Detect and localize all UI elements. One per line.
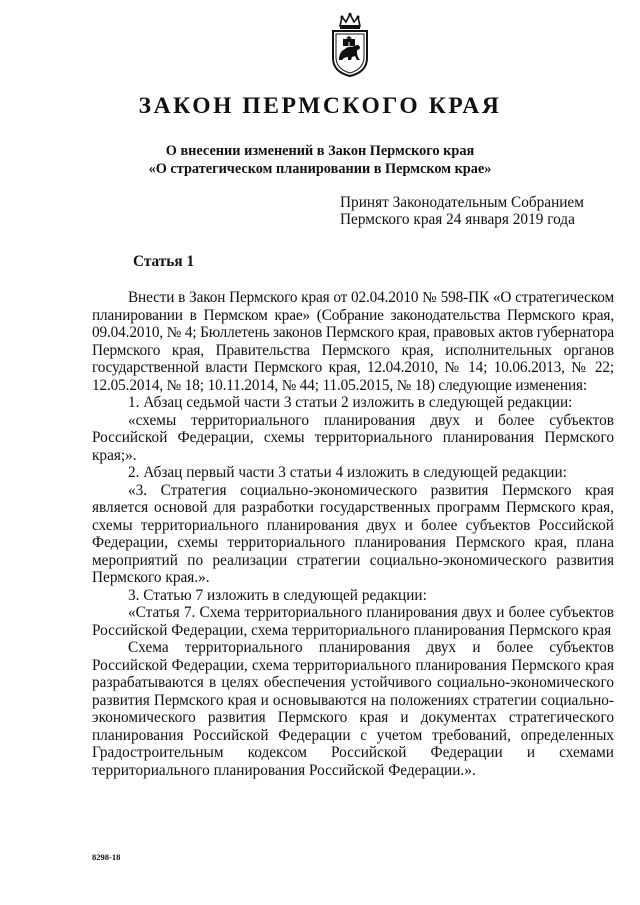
paragraph-intro: Внести в Закон Пермского края от 02.04.2010 № 598-ПК «О стратегическом планировании в Пермском крае» (Собрание законодательства Пермского края, 09.04.2010, № 4; Бюллетень законов Пермского края, правовых актов губернатора Пермского края, Правительства Пермского края, исполнительных органов государственной власти Пермского края, 12.04.2010, № 14; 10.06.2013, № 22; 12.05.2014, № 18; 10.11.2014, № 44; 11.05.2015, № 18) следующие изменения: — [92, 289, 614, 394]
paragraph-article-7-heading: «Статья 7. Схема территориального планирования двух и более субъектов Российской Федерации, схема территориального планирования Пермского края — [92, 604, 614, 639]
paragraph-item-2-text: «3. Стратегия социально-экономического развития Пермского края является основой для разработки государственных программ Пермского края, схемы территориального планирования двух и более субъектов Российской Федерации, схемы территориального планирования Пермского края, плана мероприятий по реализации стратегии социально-экономического развития Пермского края.». — [92, 481, 614, 586]
paragraph-item-1-text: «схемы территориального планирования двух и более субъектов Российской Федерации, схемы территориального планирования Пермского края;». — [92, 411, 614, 464]
paragraph-item-2: 2. Абзац первый части 3 статьи 4 изложить в следующей редакции: — [128, 464, 567, 481]
subtitle-line-2: «О стратегическом планировании в Пермском крае» — [148, 161, 492, 177]
subtitle-line-1: О внесении изменений в Закон Пермского края — [165, 143, 475, 159]
law-title: ЗАКОН ПЕРМСКОГО КРАЯ — [138, 93, 502, 119]
article-heading: Статья 1 — [133, 253, 195, 270]
adoption-note — [340, 194, 584, 228]
paragraph-item-3: 3. Статью 7 изложить в следующей редакции: — [128, 586, 427, 604]
law-subtitle — [0, 142, 640, 178]
coat-of-arms-icon — [327, 12, 373, 78]
adoption-line-1: Принят Законодательным Собранием — [340, 194, 584, 211]
article-body — [92, 289, 614, 779]
adoption-line-2: Пермского края 24 января 2019 года — [340, 211, 575, 228]
paragraph-item-1: 1. Абзац седьмой части 3 статьи 2 изложить в следующей редакции: — [128, 394, 573, 411]
paragraph-article-7-text: Схема территориального планирования двух и более субъектов Российской Федерации, схема территориального планирования Пермского края разрабатываются в целях обеспечения устойчивого социально-экономического развития Пермского края и основываются на положениях стратегии социально-экономического развития Пермского края и документах стратегического планирования Российской Федерации с учетом требований, определенных Градостроительным кодексом Российской Федерации и схемами территориального планирования Российской Федерации.». — [92, 639, 614, 779]
document-code: 8298-18 — [92, 852, 121, 862]
